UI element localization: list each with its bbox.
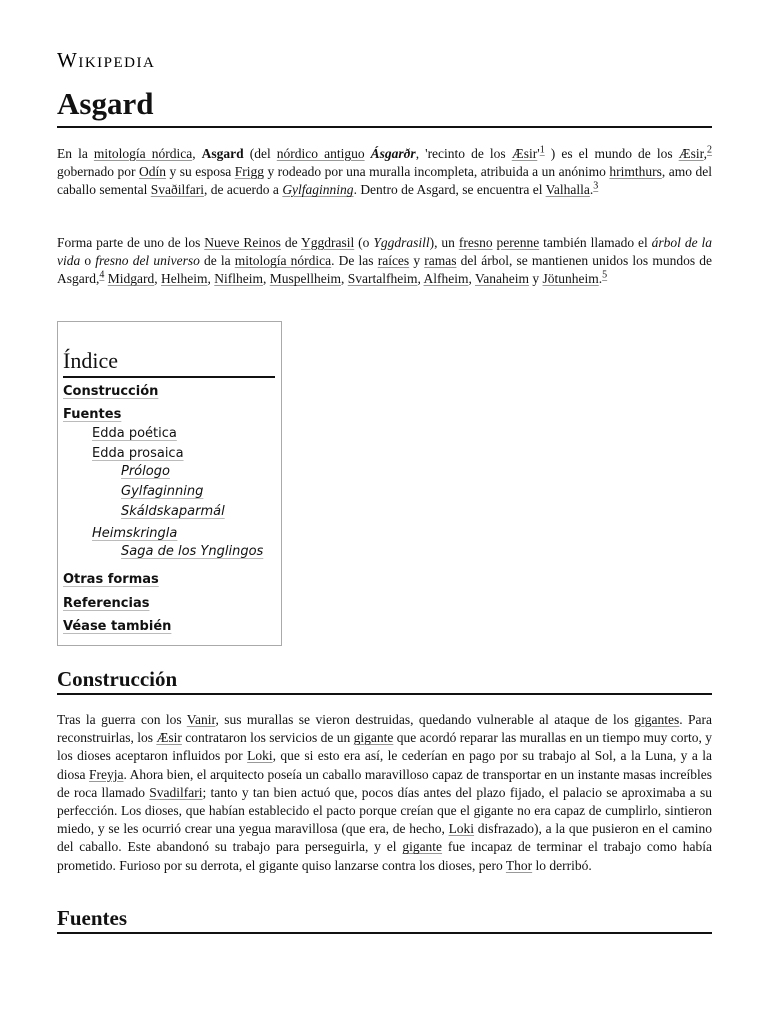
text-run: ), un — [429, 235, 459, 250]
text-run: fresno del universo — [95, 253, 200, 269]
text-run: (o — [354, 235, 374, 250]
reference-link[interactable]: 4 — [99, 269, 105, 281]
text-run: , — [341, 271, 348, 287]
text-run: y — [529, 271, 543, 287]
text-run: , sus murallas se vieron destruidas, quedando vulnerable al ataque de los — [215, 712, 635, 727]
toc-item[interactable]: Saga de los Ynglingos — [121, 544, 264, 559]
inline-link[interactable]: gigante — [353, 730, 394, 746]
inline-link[interactable]: Loki — [448, 821, 475, 837]
text-run: , amo del caballo semental — [57, 164, 712, 198]
toc-item[interactable]: Skáldskaparmál — [121, 504, 225, 519]
text-run: , — [263, 271, 270, 287]
text-run: Ásgarðr — [370, 146, 416, 161]
inline-link[interactable]: mitología nórdica — [93, 146, 193, 161]
inline-link[interactable]: Alfheim — [423, 271, 469, 287]
inline-link[interactable]: gigantes — [634, 712, 680, 727]
text-run: . Para reconstruirlas, los — [57, 712, 713, 746]
text-run: En la — [57, 146, 94, 161]
reference-link[interactable]: 3 — [593, 180, 599, 192]
text-run: del árbol, se mantienen unidos los mundos de Asgard, — [57, 253, 712, 287]
inline-link[interactable]: Valhalla — [545, 182, 590, 198]
toc-item[interactable]: Gylfaginning — [121, 484, 204, 499]
text-run: lo derribó. — [532, 857, 592, 873]
text-run: ' — [537, 146, 540, 161]
inline-link[interactable]: Loki — [247, 748, 273, 764]
text-run: de la — [199, 253, 235, 269]
inline-link[interactable]: Vanir — [186, 712, 216, 727]
inline-link[interactable]: Yggdrasil — [301, 235, 355, 250]
inline-link[interactable]: nórdico antiguo — [276, 146, 365, 161]
toc-item[interactable]: Fuentes — [63, 407, 122, 422]
inline-link[interactable]: Æsir — [156, 730, 182, 746]
text-run: o — [80, 253, 96, 269]
text-run: . Ahora bien, el arquitecto poseía un caballo maravilloso capaz de transportar en un instante masas increíbles de roca llamado — [57, 766, 712, 800]
inline-link[interactable]: Frigg — [234, 164, 264, 180]
text-run: contrataron los servicios de un — [181, 730, 354, 746]
inline-link[interactable]: Gylfaginning — [282, 182, 354, 198]
text-run: Asgard — [201, 146, 244, 161]
inline-link[interactable]: raíces — [377, 253, 410, 269]
intro-paragraph-1 — [57, 145, 712, 200]
inline-link[interactable]: gigante — [402, 839, 443, 855]
text-run: disfrazado), a la que pusieron en el camino del caballo. Este abandonó su trabajo para perseguirla, y el — [57, 821, 712, 855]
inline-link[interactable]: Odín — [138, 164, 166, 180]
text-run: , de acuerdo a — [203, 182, 283, 198]
inline-link[interactable]: Helheim — [161, 271, 208, 287]
intro-paragraph-2 — [57, 234, 712, 289]
text-run: y su esposa — [165, 164, 235, 180]
text-run: y rodeado por una muralla incompleta, atribuida a un anónimo — [263, 164, 610, 180]
text-run: . — [598, 271, 603, 287]
text-run: que acordó reparar las murallas en un tiempo muy corto, y los dioses aceptaron influidos por — [57, 730, 712, 764]
toc-item[interactable]: Heimskringla — [92, 526, 178, 541]
text-run: , — [468, 271, 476, 287]
text-run: , que si esto era así, le cederían en pago por su trabajo al Sol, a la Luna, y a la diosa — [57, 748, 712, 782]
toc-item[interactable]: Véase también — [63, 619, 172, 634]
text-run: , — [703, 146, 708, 161]
toc-item[interactable]: Referencias — [63, 596, 150, 611]
text-run: y — [409, 253, 425, 269]
inline-link[interactable]: ramas — [424, 253, 457, 269]
toc-item[interactable]: Otras formas — [63, 572, 159, 587]
text-run: Forma parte de uno de los — [57, 235, 205, 250]
text-run: ) es el mundo de los — [544, 146, 679, 161]
table-of-contents — [57, 321, 282, 646]
toc-item[interactable]: Edda prosaica — [92, 446, 184, 461]
toc-item[interactable]: Construcción — [63, 384, 159, 399]
text-run: Yggdrasill — [373, 235, 430, 250]
inline-link[interactable]: Midgard — [107, 271, 155, 287]
text-run: árbol de la vida — [57, 235, 712, 269]
section-body-construccion — [57, 711, 712, 875]
text-run: ; tanto y tan bien actuó que, pocos días antes del plazo fijado, el palacio se aproximaba a su perfección. Los dioses, que habían establecido el pacto porque creían que el gigante no era capaz de cumplirlo, sintieron miedo, y se les ocurrió crear una yegua maravillosa (que era, de hecho, — [57, 784, 712, 837]
text-run: . De las — [331, 253, 378, 269]
reference-link[interactable]: 2 — [707, 144, 713, 156]
text-run: , — [192, 146, 202, 161]
text-run: . Dentro de Asgard, se encuentra el — [353, 182, 546, 198]
text-run: , — [417, 271, 424, 287]
inline-link[interactable]: Svartalfheim — [347, 271, 418, 287]
text-run: también llamado el — [539, 235, 652, 250]
inline-link[interactable]: Svaðilfari — [150, 182, 204, 198]
inline-link[interactable]: Niflheim — [214, 271, 263, 287]
text-run: , 'recinto de los — [415, 146, 512, 161]
text-run: de — [280, 235, 301, 250]
text-run: Tras la guerra con los — [57, 712, 187, 727]
text-run: , — [207, 271, 215, 287]
text-run: fue incapaz de terminar el trabajo como había prometido. Furioso por su derrota, el gigante quiso lanzarse contra los dioses, pero — [57, 839, 712, 873]
reference-link[interactable]: 5 — [602, 269, 608, 281]
toc-item[interactable]: Edda poética — [92, 426, 177, 441]
inline-link[interactable]: Æsir — [678, 146, 704, 161]
inline-link[interactable]: perenne — [496, 235, 540, 250]
inline-link[interactable]: mitología nórdica — [234, 253, 332, 269]
inline-link[interactable]: fresno — [458, 235, 493, 250]
toc-item[interactable]: Prólogo — [121, 464, 170, 479]
inline-link[interactable]: Thor — [505, 857, 533, 873]
inline-link[interactable]: Vanaheim — [475, 271, 529, 287]
inline-link[interactable]: Svadilfari — [149, 784, 203, 800]
section-heading-fuentes: Fuentes — [57, 904, 712, 934]
text-run: . — [589, 182, 594, 198]
page-title: Asgard — [57, 84, 712, 128]
inline-link[interactable]: hrimthurs — [609, 164, 662, 180]
section-heading-construccion: Construcción — [57, 665, 712, 695]
text-run: (del — [243, 146, 277, 161]
inline-link[interactable]: Jötunheim — [542, 271, 599, 287]
reference-link[interactable]: 1 — [539, 144, 545, 156]
text-run: gobernado por — [57, 164, 139, 180]
text-run: , — [154, 271, 161, 287]
toc-title: Índice — [63, 347, 275, 378]
inline-link[interactable]: Muspellheim — [269, 271, 341, 287]
inline-link[interactable]: Nueve Reinos — [204, 235, 281, 250]
inline-link[interactable]: Æsir — [511, 146, 538, 161]
wikipedia-logo[interactable]: Wikipedia — [57, 48, 156, 72]
inline-link[interactable]: Freyja — [88, 766, 124, 782]
